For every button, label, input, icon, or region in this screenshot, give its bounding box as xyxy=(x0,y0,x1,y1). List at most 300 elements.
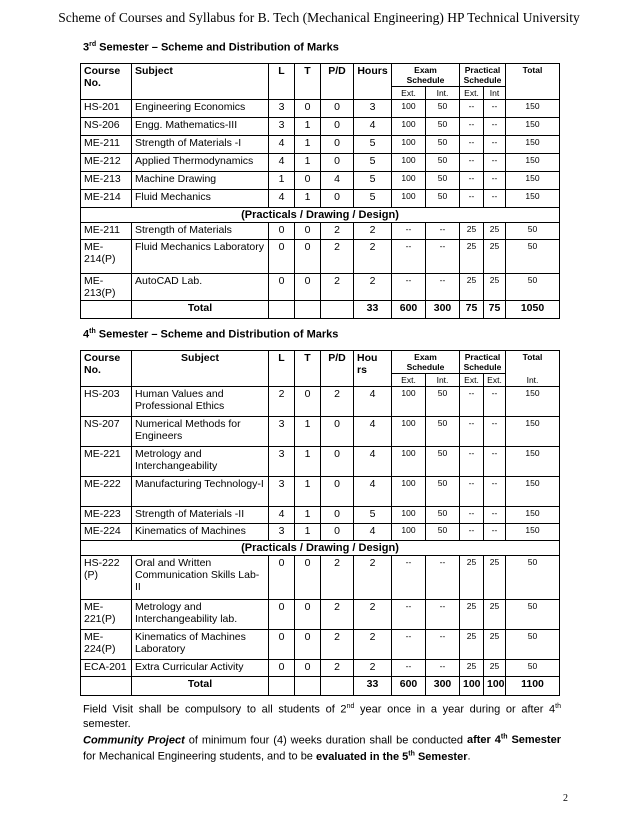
col-course: Course No. xyxy=(81,351,132,387)
hours: 4 xyxy=(354,417,392,447)
course-no: HS-222 (P) xyxy=(81,556,132,600)
exam-int: 50 xyxy=(426,136,460,154)
col-course: Course No. xyxy=(81,64,132,100)
subject-name: Fluid Mechanics xyxy=(132,190,269,208)
exam-ext: 100 xyxy=(392,136,426,154)
total-marks: 50 xyxy=(506,600,560,630)
prac-int: 25 xyxy=(484,223,506,240)
total-marks: 50 xyxy=(506,556,560,600)
subject-name: Extra Curricular Activity xyxy=(132,660,269,677)
total-marks: 150 xyxy=(506,136,560,154)
subject-name: Strength of Materials xyxy=(132,223,269,240)
col-prac-int: Int xyxy=(484,87,506,100)
exam-int: -- xyxy=(426,240,460,274)
prac-int: -- xyxy=(484,387,506,417)
practical-drawing: 0 xyxy=(321,100,354,118)
total-spacer xyxy=(81,677,132,696)
col-ext: Ext. xyxy=(392,87,426,100)
total-spacer xyxy=(81,301,132,319)
exam-int: 50 xyxy=(426,154,460,172)
hours: 3 xyxy=(354,100,392,118)
tutorial: 0 xyxy=(295,240,321,274)
prac-ext: -- xyxy=(460,507,484,524)
table-row xyxy=(81,447,560,477)
lecture: 0 xyxy=(269,630,295,660)
prac-int: -- xyxy=(484,507,506,524)
lecture: 4 xyxy=(269,154,295,172)
hours: 4 xyxy=(354,524,392,541)
subject-name: Human Values and Professional Ethics xyxy=(132,387,269,417)
total-marks: 150 xyxy=(506,507,560,524)
table-row xyxy=(81,387,560,417)
lecture: 0 xyxy=(269,240,295,274)
note-sup: th xyxy=(408,750,415,758)
tutorial: 1 xyxy=(295,136,321,154)
total-marks: 150 xyxy=(506,154,560,172)
prac-ext: -- xyxy=(460,172,484,190)
total-hours: 33 xyxy=(354,301,392,319)
lecture: 2 xyxy=(269,387,295,417)
hours: 4 xyxy=(354,387,392,417)
tutorial: 0 xyxy=(295,274,321,301)
sem4-sup: th xyxy=(89,328,96,335)
hours: 5 xyxy=(354,136,392,154)
sem3-title: Semester – Scheme and Distribution of Marks xyxy=(96,41,339,54)
tutorial: 1 xyxy=(295,118,321,136)
exam-ext: 100 xyxy=(392,172,426,190)
lecture: 4 xyxy=(269,190,295,208)
course-no: ME-214(P) xyxy=(81,240,132,274)
table-row xyxy=(81,274,560,301)
col-ext: Ext. xyxy=(392,374,426,387)
lecture: 0 xyxy=(269,223,295,240)
subject-name: Numerical Methods for Engineers xyxy=(132,417,269,447)
prac-ext: -- xyxy=(460,524,484,541)
note-text: semester. xyxy=(83,717,131,730)
prac-ext: 25 xyxy=(460,274,484,301)
col-total-int: Int. xyxy=(506,374,560,387)
prac-ext: 25 xyxy=(460,223,484,240)
page-number: 2 xyxy=(563,793,568,804)
course-no: ME-211 xyxy=(81,223,132,240)
subject-name: Kinematics of Machines Laboratory xyxy=(132,630,269,660)
lecture: 3 xyxy=(269,417,295,447)
community-project-note xyxy=(83,731,561,764)
exam-int: 50 xyxy=(426,190,460,208)
col-exam-schedule: Exam Schedule xyxy=(392,64,460,87)
sem4-number: 4 xyxy=(83,328,90,341)
lecture: 3 xyxy=(269,447,295,477)
total-ext: 600 xyxy=(392,301,426,319)
practical-drawing: 4 xyxy=(321,172,354,190)
course-no: ME-213 xyxy=(81,172,132,190)
lecture: 3 xyxy=(269,477,295,507)
subject-name: Fluid Mechanics Laboratory xyxy=(132,240,269,274)
prac-int: 25 xyxy=(484,660,506,677)
prac-ext: 25 xyxy=(460,240,484,274)
col-int: Int. xyxy=(426,374,460,387)
prac-int: -- xyxy=(484,524,506,541)
total-marks: 1100 xyxy=(506,677,560,696)
hours: 2 xyxy=(354,630,392,660)
col-total: Total xyxy=(506,351,560,374)
note-text: after 4 xyxy=(466,734,501,747)
hours: 2 xyxy=(354,660,392,677)
practical-drawing: 2 xyxy=(321,600,354,630)
course-no: ME-221 xyxy=(81,447,132,477)
note-sup: nd xyxy=(346,703,355,710)
col-int: Int. xyxy=(426,87,460,100)
course-no: NS-206 xyxy=(81,118,132,136)
subject-name: Manufacturing Technology-I xyxy=(132,477,269,507)
note-text: Field Visit shall be compulsory to all students of 2 xyxy=(83,703,347,716)
table-row xyxy=(81,524,560,541)
tutorial: 1 xyxy=(295,524,321,541)
prac-ext: -- xyxy=(460,100,484,118)
subject-name: Oral and Written Communication Skills Lab-II xyxy=(132,556,269,600)
total-empty-cell xyxy=(295,677,321,696)
exam-ext: -- xyxy=(392,600,426,630)
exam-int: 50 xyxy=(426,477,460,507)
lecture: 0 xyxy=(269,600,295,630)
tutorial: 1 xyxy=(295,154,321,172)
table-row xyxy=(81,136,560,154)
total-marks: 150 xyxy=(506,417,560,447)
total-empty-cell xyxy=(269,301,295,319)
exam-int: 50 xyxy=(426,387,460,417)
practical-drawing: 0 xyxy=(321,118,354,136)
tutorial: 0 xyxy=(295,556,321,600)
exam-ext: -- xyxy=(392,274,426,301)
prac-int: 25 xyxy=(484,600,506,630)
semester-4-heading xyxy=(83,328,338,341)
exam-int: 50 xyxy=(426,447,460,477)
exam-int: -- xyxy=(426,600,460,630)
exam-ext: 100 xyxy=(392,190,426,208)
note-sup: th xyxy=(500,733,508,741)
tutorial: 0 xyxy=(295,172,321,190)
hours: 2 xyxy=(354,240,392,274)
exam-ext: 100 xyxy=(392,417,426,447)
subject-name: Strength of Materials -I xyxy=(132,136,269,154)
exam-ext: 100 xyxy=(392,100,426,118)
course-no: ME-224 xyxy=(81,524,132,541)
prac-int: -- xyxy=(484,417,506,447)
course-no: ME-221(P) xyxy=(81,600,132,630)
prac-int: -- xyxy=(484,100,506,118)
tutorial: 0 xyxy=(295,100,321,118)
lecture: 3 xyxy=(269,118,295,136)
total-marks: 150 xyxy=(506,190,560,208)
total-empty-cell xyxy=(269,677,295,696)
practical-drawing: 2 xyxy=(321,630,354,660)
practical-drawing: 2 xyxy=(321,223,354,240)
sem4-title: Semester – Scheme and Distribution of Marks xyxy=(95,328,339,341)
hours: 4 xyxy=(354,118,392,136)
practical-drawing: 0 xyxy=(321,477,354,507)
total-marks: 50 xyxy=(506,660,560,677)
page-header: Scheme of Courses and Syllabus for B. Tech (Mechanical Engineering) HP Technical University xyxy=(58,10,580,25)
total-empty-cell xyxy=(321,301,354,319)
table-row xyxy=(81,172,560,190)
hours: 5 xyxy=(354,507,392,524)
prac-ext: -- xyxy=(460,136,484,154)
tutorial: 1 xyxy=(295,447,321,477)
lecture: 3 xyxy=(269,524,295,541)
lecture: 0 xyxy=(269,556,295,600)
exam-ext: 100 xyxy=(392,118,426,136)
course-no: ME-213(P) xyxy=(81,274,132,301)
col-pd: P/D xyxy=(321,351,354,387)
hours: 2 xyxy=(354,556,392,600)
tutorial: 1 xyxy=(295,417,321,447)
tutorial: 0 xyxy=(295,223,321,240)
table-row xyxy=(81,417,560,447)
semester-4-table xyxy=(80,350,560,696)
tutorial: 0 xyxy=(295,660,321,677)
sem3-number: 3 xyxy=(83,41,90,54)
exam-int: 50 xyxy=(426,118,460,136)
note-text: . xyxy=(467,750,471,763)
prac-int: -- xyxy=(484,477,506,507)
subject-name: Metrology and Interchangeability lab. xyxy=(132,600,269,630)
practical-drawing: 2 xyxy=(321,387,354,417)
subject-name: Engg. Mathematics-III xyxy=(132,118,269,136)
total-int: 300 xyxy=(426,677,460,696)
table-row xyxy=(81,660,560,677)
col-prac-ext: Ext. xyxy=(460,374,484,387)
total-prac-ext: 100 xyxy=(460,677,484,696)
prac-int: -- xyxy=(484,447,506,477)
col-t: T xyxy=(295,64,321,100)
hours: 2 xyxy=(354,600,392,630)
semester-3-heading xyxy=(83,41,339,54)
lecture: 0 xyxy=(269,660,295,677)
hours: 5 xyxy=(354,154,392,172)
practical-drawing: 2 xyxy=(321,274,354,301)
prac-ext: -- xyxy=(460,190,484,208)
prac-int: -- xyxy=(484,154,506,172)
tutorial: 0 xyxy=(295,600,321,630)
table-row xyxy=(81,507,560,524)
practicals-label: (Practicals / Drawing / Design) xyxy=(81,208,560,223)
note-text: evaluated in the 5 xyxy=(315,750,409,763)
total-marks: 150 xyxy=(506,447,560,477)
exam-int: 50 xyxy=(426,172,460,190)
practical-drawing: 2 xyxy=(321,660,354,677)
practical-drawing: 0 xyxy=(321,447,354,477)
field-visit-note xyxy=(83,700,561,731)
tutorial: 1 xyxy=(295,507,321,524)
practical-drawing: 0 xyxy=(321,190,354,208)
total-marks: 150 xyxy=(506,118,560,136)
subject-name: Applied Thermodynamics xyxy=(132,154,269,172)
semester-3-table xyxy=(80,63,560,319)
hours: 5 xyxy=(354,172,392,190)
course-no: ECA-201 xyxy=(81,660,132,677)
tutorial: 0 xyxy=(295,387,321,417)
total-int: 300 xyxy=(426,301,460,319)
exam-int: 50 xyxy=(426,524,460,541)
prac-int: 25 xyxy=(484,556,506,600)
hours: 4 xyxy=(354,447,392,477)
prac-ext: -- xyxy=(460,477,484,507)
prac-ext: 25 xyxy=(460,660,484,677)
total-marks: 50 xyxy=(506,223,560,240)
table-row xyxy=(81,556,560,600)
total-marks: 150 xyxy=(506,387,560,417)
exam-int: 50 xyxy=(426,507,460,524)
lecture: 4 xyxy=(269,507,295,524)
hours: 4 xyxy=(354,477,392,507)
course-no: ME-223 xyxy=(81,507,132,524)
total-empty-cell xyxy=(321,677,354,696)
subject-name: AutoCAD Lab. xyxy=(132,274,269,301)
note-text: Semester xyxy=(414,750,468,763)
prac-int: -- xyxy=(484,118,506,136)
course-no: ME-222 xyxy=(81,477,132,507)
total-label: Total xyxy=(132,677,269,696)
course-no: ME-212 xyxy=(81,154,132,172)
lecture: 1 xyxy=(269,172,295,190)
col-pd: P/D xyxy=(321,64,354,100)
table-row xyxy=(81,477,560,507)
course-no: ME-211 xyxy=(81,136,132,154)
lecture: 3 xyxy=(269,100,295,118)
lecture: 4 xyxy=(269,136,295,154)
table-row xyxy=(81,223,560,240)
exam-ext: 100 xyxy=(392,447,426,477)
note-text: for Mechanical Engineering students, and to be xyxy=(83,750,316,763)
community-project-label: Community Project xyxy=(83,734,185,747)
table-row xyxy=(81,154,560,172)
table-row xyxy=(81,600,560,630)
exam-int: -- xyxy=(426,223,460,240)
total-marks: 1050 xyxy=(506,301,560,319)
practical-drawing: 0 xyxy=(321,154,354,172)
col-subject: Subject xyxy=(132,64,269,100)
exam-int: -- xyxy=(426,556,460,600)
prac-int: -- xyxy=(484,136,506,154)
prac-ext: -- xyxy=(460,118,484,136)
total-label: Total xyxy=(132,301,269,319)
col-prac-ext: Ext. xyxy=(460,87,484,100)
exam-int: -- xyxy=(426,274,460,301)
col-t: T xyxy=(295,351,321,387)
sem3-sup: rd xyxy=(89,41,97,48)
practical-drawing: 2 xyxy=(321,556,354,600)
prac-ext: -- xyxy=(460,447,484,477)
total-empty-cell xyxy=(295,301,321,319)
note-sup: th xyxy=(555,703,561,710)
subject-name: Metrology and Interchangeability xyxy=(132,447,269,477)
col-l: L xyxy=(269,64,295,100)
prac-ext: 25 xyxy=(460,630,484,660)
exam-int: 50 xyxy=(426,417,460,447)
exam-int: 50 xyxy=(426,100,460,118)
practical-drawing: 2 xyxy=(321,240,354,274)
hours: 2 xyxy=(354,223,392,240)
prac-int: -- xyxy=(484,172,506,190)
prac-int: 25 xyxy=(484,240,506,274)
exam-ext: -- xyxy=(392,630,426,660)
exam-ext: 100 xyxy=(392,507,426,524)
table-row xyxy=(81,630,560,660)
table-row xyxy=(81,118,560,136)
subject-name: Machine Drawing xyxy=(132,172,269,190)
practical-drawing: 0 xyxy=(321,524,354,541)
prac-ext: -- xyxy=(460,154,484,172)
total-marks: 150 xyxy=(506,172,560,190)
footer-notes xyxy=(83,700,561,764)
prac-ext: -- xyxy=(460,417,484,447)
course-no: ME-224(P) xyxy=(81,630,132,660)
total-marks: 50 xyxy=(506,274,560,301)
practical-drawing: 0 xyxy=(321,417,354,447)
total-prac-int: 75 xyxy=(484,301,506,319)
exam-ext: -- xyxy=(392,556,426,600)
total-marks: 50 xyxy=(506,630,560,660)
prac-ext: -- xyxy=(460,387,484,417)
subject-name: Strength of Materials -II xyxy=(132,507,269,524)
subject-name: Kinematics of Machines xyxy=(132,524,269,541)
col-exam-schedule: Exam Schedule xyxy=(392,351,460,374)
practical-drawing: 0 xyxy=(321,507,354,524)
lecture: 0 xyxy=(269,274,295,301)
note-bold xyxy=(316,751,468,763)
table-row xyxy=(81,100,560,118)
col-prac-ext-2: Ext. xyxy=(484,374,506,387)
course-no: HS-201 xyxy=(81,100,132,118)
exam-int: -- xyxy=(426,630,460,660)
prac-int: 25 xyxy=(484,630,506,660)
note-bold xyxy=(467,734,561,746)
tutorial: 1 xyxy=(295,477,321,507)
hours: 2 xyxy=(354,274,392,301)
exam-ext: 100 xyxy=(392,154,426,172)
prac-int: -- xyxy=(484,190,506,208)
practicals-label: (Practicals / Drawing / Design) xyxy=(81,541,560,556)
total-prac-int: 100 xyxy=(484,677,506,696)
total-marks: 150 xyxy=(506,100,560,118)
note-text: year once in a year during or after 4 xyxy=(354,703,556,716)
col-total: Total xyxy=(506,64,560,100)
hours: 5 xyxy=(354,190,392,208)
practical-drawing: 0 xyxy=(321,136,354,154)
tutorial: 0 xyxy=(295,630,321,660)
note-text: of minimum four (4) weeks duration shall be conducted xyxy=(184,734,467,747)
exam-ext: -- xyxy=(392,240,426,274)
course-no: HS-203 xyxy=(81,387,132,417)
prac-ext: 25 xyxy=(460,600,484,630)
exam-ext: 100 xyxy=(392,387,426,417)
total-hours: 33 xyxy=(354,677,392,696)
prac-ext: 25 xyxy=(460,556,484,600)
exam-ext: -- xyxy=(392,223,426,240)
col-subject: Subject xyxy=(132,351,269,387)
col-l: L xyxy=(269,351,295,387)
exam-ext: 100 xyxy=(392,477,426,507)
exam-int: -- xyxy=(426,660,460,677)
col-hours: Hours xyxy=(354,64,392,100)
total-marks: 50 xyxy=(506,240,560,274)
subject-name: Engineering Economics xyxy=(132,100,269,118)
tutorial: 1 xyxy=(295,190,321,208)
col-hours: Hou rs xyxy=(354,351,392,387)
note-text: Semester xyxy=(507,734,561,747)
col-practical-schedule: Practical Schedule xyxy=(460,64,506,87)
course-no: NS-207 xyxy=(81,417,132,447)
